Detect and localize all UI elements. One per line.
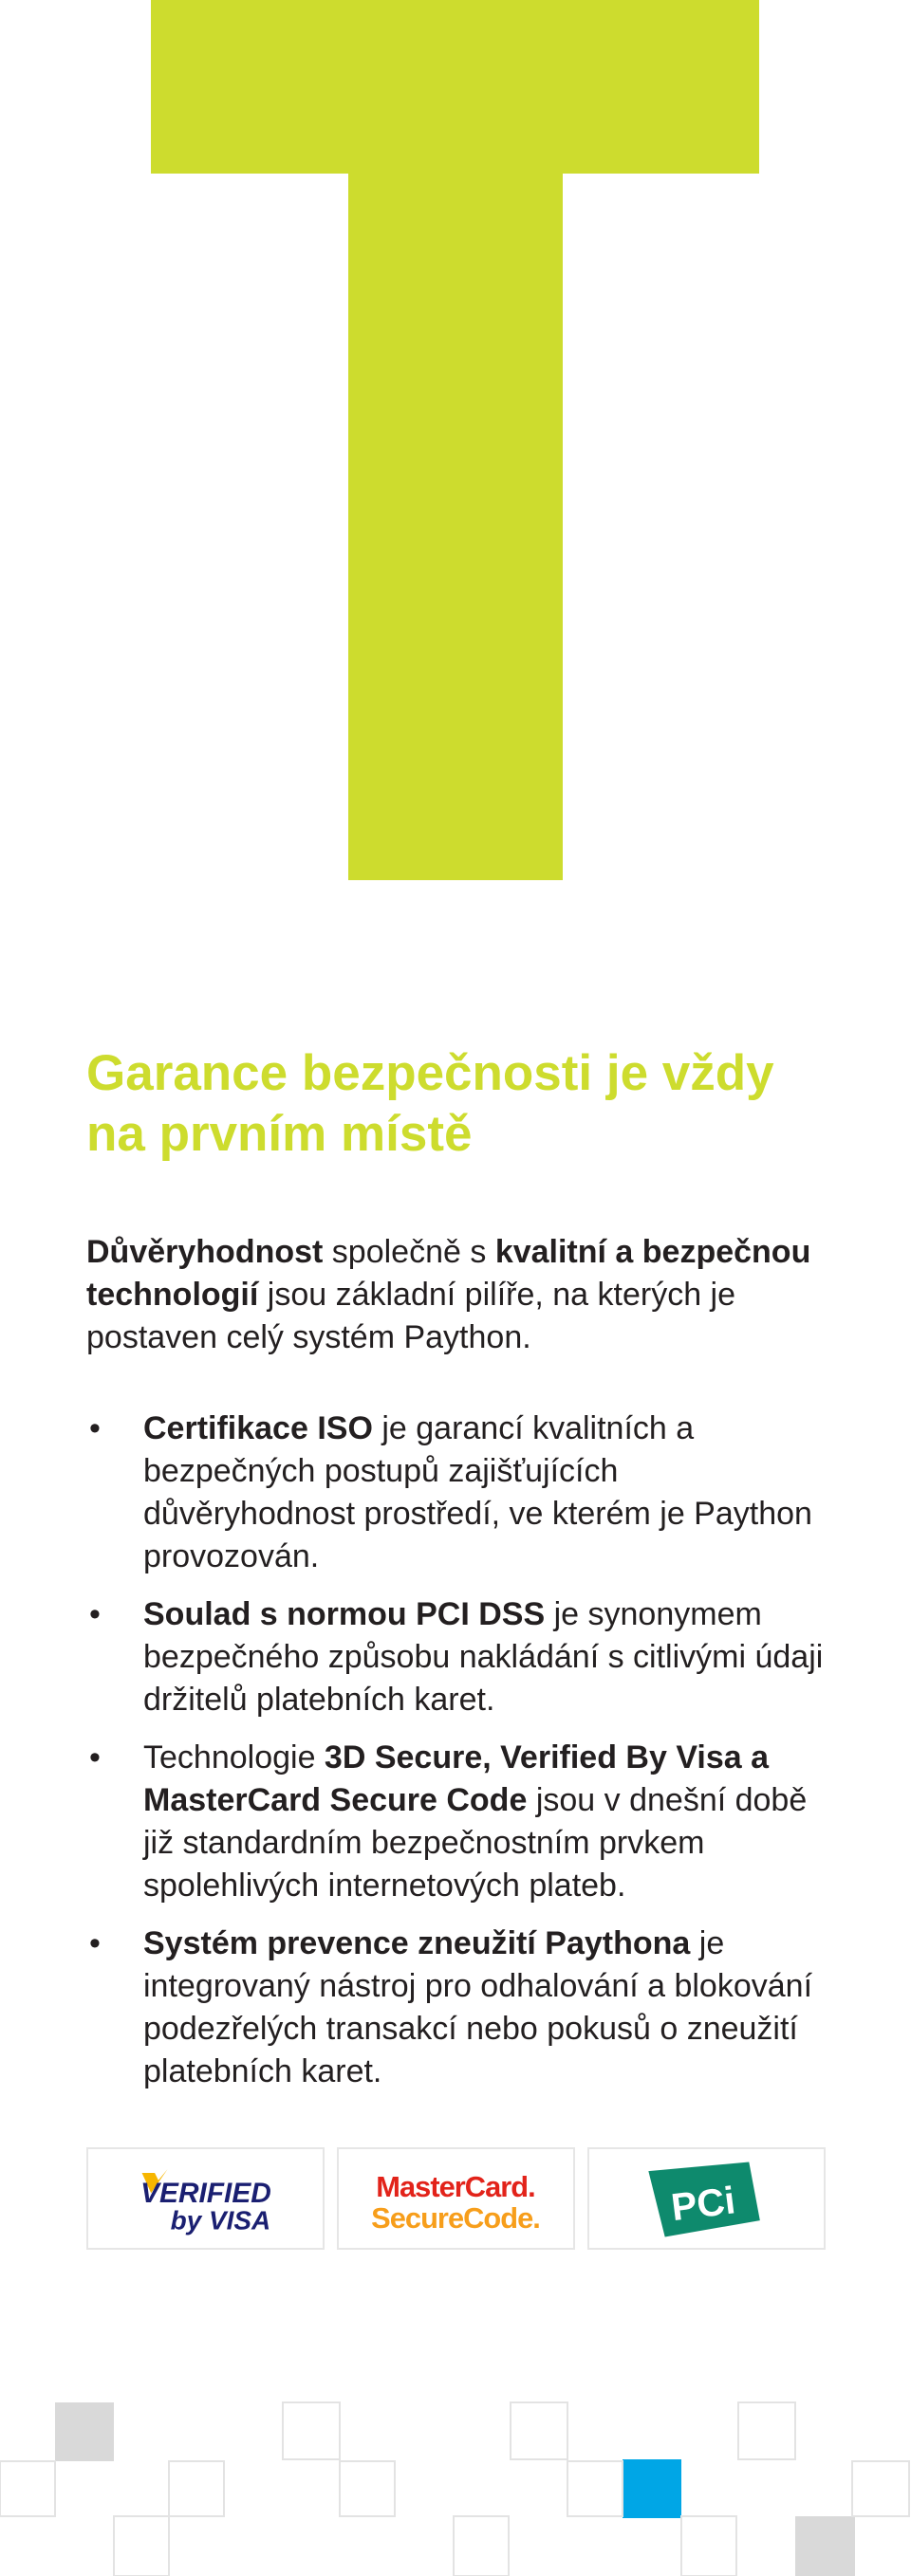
t-letter-top-bar	[151, 0, 759, 174]
list-item	[86, 1737, 827, 1907]
bullet-dot: •	[89, 1925, 101, 1961]
headline-line-2: na prvním místě	[86, 1106, 473, 1162]
t-letter-stem	[348, 174, 563, 880]
list-item	[86, 1923, 827, 2093]
pci-logo	[587, 2147, 826, 2250]
list-item-bold: Certifikace ISO	[143, 1410, 373, 1446]
security-logos	[86, 2147, 827, 2252]
list-item-text: je integrovaný nástroj pro odhalování a blokování podezřelých transakcí nebo pokusů o zneužití platebních karet.	[143, 1925, 813, 2089]
list-item-text: je garancí kvalitních a bezpečných postupů zajišťujících důvěryhodnost prostředí, ve kterém je Paython provozován.	[143, 1410, 812, 1574]
mastercard-logo-line-1: MasterCard.	[376, 2170, 535, 2204]
pci-logo-text: PCi	[668, 2178, 738, 2230]
visa-logo-line-1: VERIFIED	[140, 2177, 271, 2209]
intro-text-1: společně s	[323, 1234, 495, 1270]
intro-text-2: jsou základní pilíře, na kterých je postaven celý systém Paython.	[86, 1277, 736, 1355]
list-item-bold: 3D Secure, Verified By Visa a MasterCard Secure Code	[143, 1739, 770, 1818]
verified-by-visa-logo	[86, 2147, 325, 2250]
list-item-pre: Technologie	[143, 1739, 325, 1776]
visa-logo-line-2: by VISA	[170, 2205, 271, 2236]
list-item-text: je synonymem bezpečného způsobu nakládání s citlivými údaji držitelů platebních karet.	[143, 1596, 824, 1718]
feature-list	[86, 1408, 827, 2108]
bullet-dot: •	[89, 1596, 101, 1632]
list-item	[86, 1593, 827, 1721]
mastercard-logo-line-2: SecureCode.	[371, 2200, 540, 2235]
bullet-dot: •	[89, 1410, 101, 1446]
list-item-bold: Systém prevence zneužití Paythona	[143, 1925, 691, 1961]
mastercard-securecode-logo	[337, 2147, 575, 2250]
list-item-bold: Soulad s normou PCI DSS	[143, 1596, 546, 1632]
page-headline	[86, 1043, 865, 1165]
verified-by-visa-icon	[88, 2149, 323, 2248]
bullet-dot: •	[89, 1739, 101, 1776]
pci-icon	[589, 2149, 824, 2248]
list-item	[86, 1408, 827, 1578]
intro-bold-1: Důvěryhodnost	[86, 1234, 324, 1270]
headline-line-1: Garance bezpečnosti je vždy	[86, 1045, 774, 1101]
intro-bold-2: kvalitní a bezpečnou technologií	[86, 1234, 811, 1313]
list-item-text: jsou v dnešní době již standardním bezpečnostním prvkem spolehlivých internetových plateb.	[143, 1782, 808, 1904]
mastercard-securecode-icon	[339, 2149, 573, 2248]
decorative-squares-pattern	[0, 2371, 911, 2576]
intro-paragraph	[86, 1231, 846, 1359]
